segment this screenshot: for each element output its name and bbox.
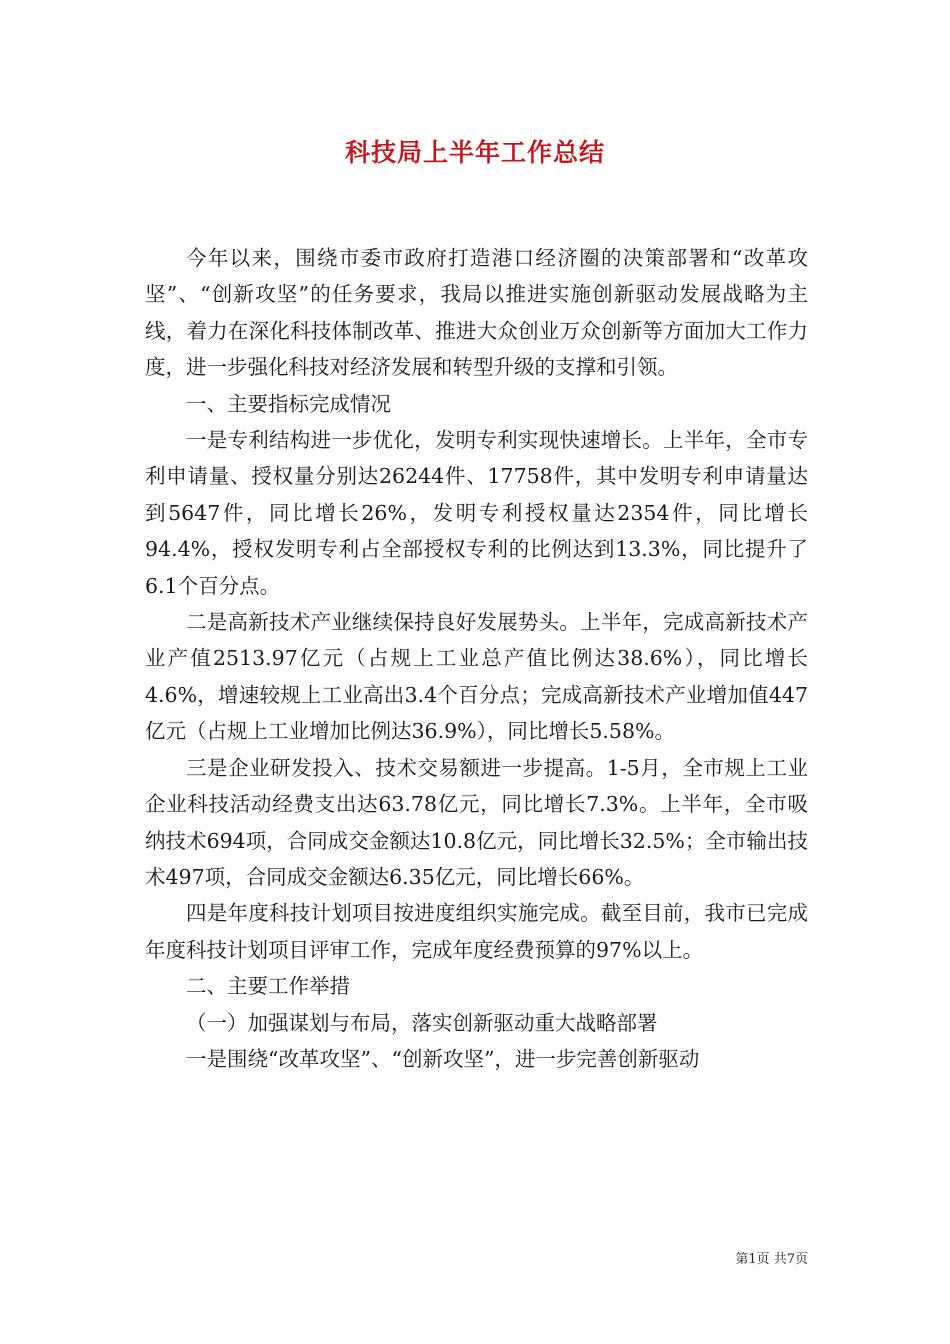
paragraph-intro: 今年以来，围绕市委市政府打造港口经济圈的决策部署和“改革攻坚”、“创新攻坚”的任务要求，我局以推进实施创新驱动发展战略为主线，着力在深化科技体制改革、推进大众创业万众创新等方面加大工作力度，进一步强化科技对经济发展和转型升级的支撑和引领。 — [145, 246, 808, 380]
page-number: 第1页 共7页 — [735, 1252, 808, 1267]
document-title: 科技局上半年工作总结 — [344, 138, 605, 167]
paragraph-hightech: 二是高新技术产业继续保持良好发展势头。上半年，完成高新技术产业产值2513.97亿元（占规上工业总产值比例达38.6%），同比增长4.6%，增速较规上工业高出3.4个百分点；完成高新技术产业增加值447亿元（占规上工业增加比例达36.9%），同比增长5.58%。 — [145, 610, 808, 744]
paragraph-rnd: 三是企业研发投入、技术交易额进一步提高。1-5月，全市规上工业企业科技活动经费支出达63.78亿元，同比增长7.3%。上半年，全市吸纳技术694项，合同成交金额达10.8亿元，同比增长32.5%；全市输出技术497项，合同成交金额达6.35亿元，同比增长66%。 — [145, 755, 808, 889]
paragraph-projects: 四是年度科技计划项目按进度组织实施完成。截至目前，我市已完成年度科技计划项目评审工作，完成年度经费预算的97%以上。 — [145, 901, 808, 962]
document-body — [145, 240, 808, 1077]
section-heading-2: 二、主要工作举措 — [186, 974, 350, 999]
paragraph-patents: 一是专利结构进一步优化，发明专利实现快速增长。上半年，全市专利申请量、授权量分别达26244件、17758件，其中发明专利申请量达到5647件，同比增长26%，发明专利授权量达2354件，同比增长94.4%，授权发明专利占全部授权专利的比例达到13.3%，同比提升了6.1个百分点。 — [145, 428, 808, 598]
paragraph-reform: 一是围绕“改革攻坚”、“创新攻坚”，进一步完善创新驱动 — [186, 1046, 700, 1071]
section-heading-1: 一、主要指标完成情况 — [186, 391, 391, 416]
subsection-heading-1: （一）加强谋划与布局，落实创新驱动重大战略部署 — [186, 1010, 658, 1035]
